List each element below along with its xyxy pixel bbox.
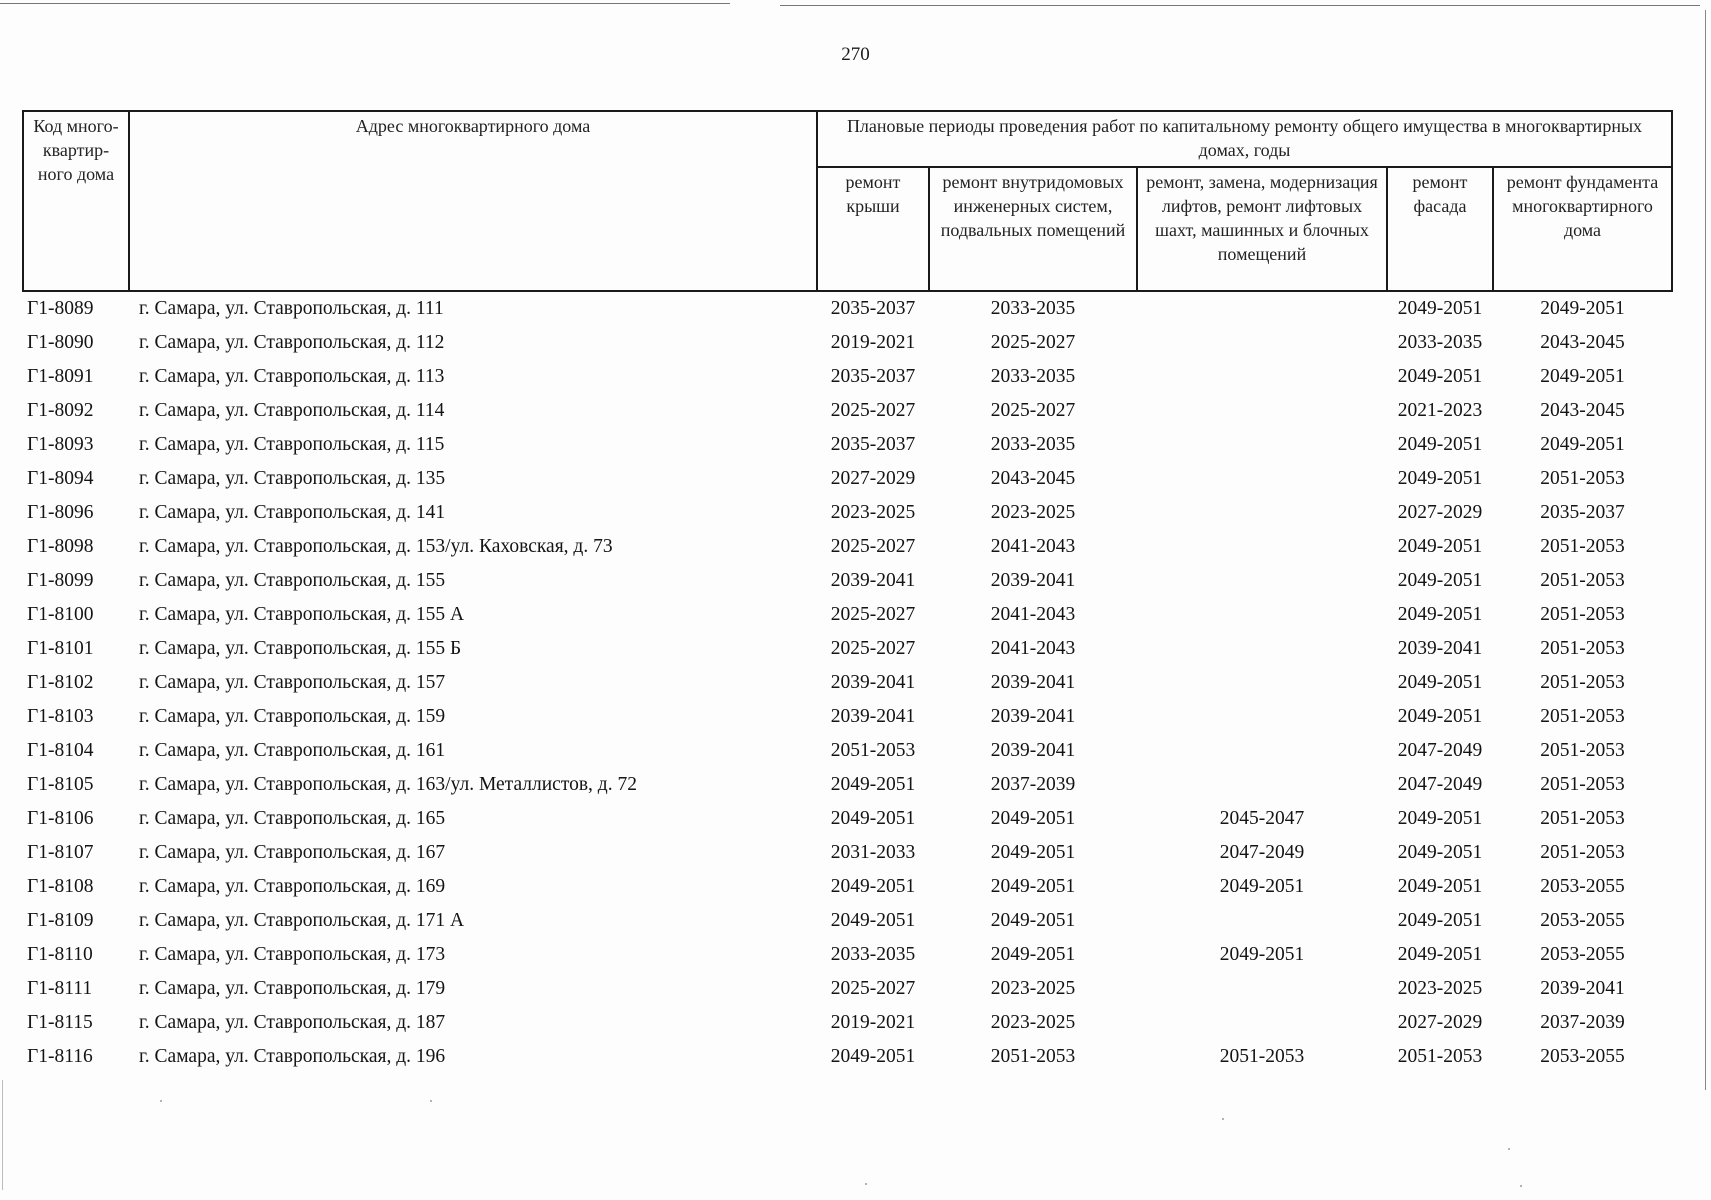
cell-address: г. Самара, ул. Ставропольская, д. 111 — [139, 298, 444, 319]
cell-foundation: 2051-2053 — [1540, 774, 1625, 795]
table-row — [23, 700, 1672, 734]
table-row — [23, 1006, 1672, 1040]
cell-systems: 2049-2051 — [990, 910, 1076, 931]
cell-code: Г1-8102 — [27, 672, 94, 693]
cell-foundation: 2051-2053 — [1540, 604, 1625, 625]
cell-roof: 2049-2051 — [830, 1046, 916, 1067]
cell-systems: 2051-2053 — [990, 1046, 1076, 1067]
cell-systems: 2041-2043 — [990, 604, 1076, 625]
cell-facade: 2049-2051 — [1397, 366, 1483, 387]
cell-address: г. Самара, ул. Ставропольская, д. 157 — [139, 672, 446, 693]
cell-lifts — [1137, 360, 1387, 394]
cell-facade: 2047-2049 — [1397, 774, 1483, 795]
cell-address: г. Самара, ул. Ставропольская, д. 141 — [139, 502, 446, 523]
cell-address: г. Самара, ул. Ставропольская, д. 155 Б — [139, 638, 462, 659]
cell-systems: 2041-2043 — [990, 536, 1076, 557]
header-facade: ремонт фасада — [1387, 167, 1493, 291]
cell-systems: 2025-2027 — [990, 400, 1076, 421]
cell-roof: 2031-2033 — [830, 842, 916, 863]
header-lifts: ремонт, замена, модернизация лифтов, ремонт лифтовых шахт, машинных и блочных помещений — [1137, 167, 1387, 291]
cell-address: г. Самара, ул. Ставропольская, д. 163/ул. Металлистов, д. 72 — [139, 774, 637, 795]
cell-systems: 2049-2051 — [990, 808, 1076, 829]
table-row — [23, 530, 1672, 564]
cell-address: г. Самара, ул. Ставропольская, д. 159 — [139, 706, 446, 727]
cell-roof: 2049-2051 — [830, 808, 916, 829]
cell-lifts — [1137, 700, 1387, 734]
cell-code: Г1-8107 — [27, 842, 94, 863]
cell-address: г. Самара, ул. Ставропольская, д. 171 А — [139, 910, 465, 931]
cell-systems: 2025-2027 — [990, 332, 1076, 353]
table-row — [23, 394, 1672, 428]
cell-roof: 2025-2027 — [830, 400, 916, 421]
table-row — [23, 1040, 1672, 1074]
scan-speck — [865, 1183, 867, 1185]
table-row — [23, 598, 1672, 632]
cell-code: Г1-8091 — [27, 366, 94, 387]
cell-systems: 2039-2041 — [990, 740, 1076, 761]
cell-address: г. Самара, ул. Ставропольская, д. 114 — [139, 400, 445, 421]
cell-facade: 2023-2025 — [1397, 978, 1483, 999]
cell-address: г. Самара, ул. Ставропольская, д. 169 — [139, 876, 446, 897]
cell-address: г. Самара, ул. Ставропольская, д. 135 — [139, 468, 446, 489]
cell-roof: 2025-2027 — [830, 604, 916, 625]
cell-address: г. Самара, ул. Ставропольская, д. 113 — [139, 366, 445, 387]
cell-facade: 2049-2051 — [1397, 876, 1483, 897]
cell-foundation: 2051-2053 — [1540, 740, 1625, 761]
table-row — [23, 768, 1672, 802]
header-periods-group: Плановые периоды проведения работ по капитальному ремонту общего имущества в многоквартирных домах, годы — [817, 111, 1672, 167]
cell-lifts — [1137, 598, 1387, 632]
top-scan-rule — [780, 5, 1700, 6]
cell-roof: 2025-2027 — [830, 638, 916, 659]
cell-facade: 2027-2029 — [1397, 502, 1483, 523]
cell-roof: 2025-2027 — [830, 536, 916, 557]
cell-roof: 2019-2021 — [830, 332, 916, 353]
cell-code: Г1-8108 — [27, 876, 94, 897]
cell-roof: 2039-2041 — [830, 570, 916, 591]
cell-lifts — [1137, 291, 1387, 326]
cell-facade: 2049-2051 — [1397, 536, 1483, 557]
cell-foundation: 2053-2055 — [1540, 910, 1625, 931]
cell-code: Г1-8096 — [27, 502, 94, 523]
cell-code: Г1-8115 — [27, 1012, 93, 1033]
cell-foundation: 2051-2053 — [1540, 536, 1625, 557]
cell-code: Г1-8101 — [27, 638, 94, 659]
top-scan-rule — [0, 3, 730, 4]
table-row — [23, 836, 1672, 870]
cell-roof: 2039-2041 — [830, 672, 916, 693]
cell-code: Г1-8093 — [27, 434, 94, 455]
header-code: Код много-квартир-ного дома — [23, 111, 129, 291]
cell-roof: 2049-2051 — [830, 910, 916, 931]
cell-facade: 2049-2051 — [1397, 434, 1483, 455]
cell-roof: 2051-2053 — [830, 740, 916, 761]
repair-schedule-table — [22, 110, 1673, 1074]
header-address: Адрес многоквартирного дома — [129, 111, 817, 291]
cell-facade: 2049-2051 — [1397, 604, 1483, 625]
cell-address: г. Самара, ул. Ставропольская, д. 167 — [139, 842, 446, 863]
cell-systems: 2049-2051 — [990, 944, 1076, 965]
cell-code: Г1-8094 — [27, 468, 94, 489]
cell-facade: 2049-2051 — [1397, 706, 1483, 727]
right-scan-edge — [1705, 10, 1706, 1090]
cell-lifts: 2045-2047 — [1219, 808, 1305, 829]
cell-address: г. Самара, ул. Ставропольская, д. 196 — [139, 1046, 446, 1067]
cell-lifts — [1137, 462, 1387, 496]
cell-facade: 2039-2041 — [1397, 638, 1483, 659]
cell-systems: 2023-2025 — [990, 1012, 1076, 1033]
cell-code: Г1-8110 — [27, 944, 93, 965]
cell-systems: 2049-2051 — [990, 842, 1076, 863]
cell-code: Г1-8104 — [27, 740, 94, 761]
cell-foundation: 2039-2041 — [1540, 978, 1625, 999]
cell-foundation: 2051-2053 — [1540, 842, 1625, 863]
cell-foundation: 2053-2055 — [1540, 876, 1625, 897]
cell-lifts — [1137, 394, 1387, 428]
table-row — [23, 428, 1672, 462]
cell-lifts — [1137, 326, 1387, 360]
cell-systems: 2039-2041 — [990, 706, 1076, 727]
table-row — [23, 972, 1672, 1006]
scan-speck — [1508, 1148, 1510, 1150]
page-number: 270 — [841, 44, 870, 65]
header-roof: ремонт крыши — [817, 167, 929, 291]
scan-speck — [430, 1100, 432, 1102]
cell-code: Г1-8092 — [27, 400, 94, 421]
table-row — [23, 870, 1672, 904]
cell-lifts — [1137, 666, 1387, 700]
table-row — [23, 632, 1672, 666]
table-row — [23, 734, 1672, 768]
cell-lifts — [1137, 1006, 1387, 1040]
header-systems: ремонт внутридомовых инженерных систем, подвальных помещений — [929, 167, 1137, 291]
cell-code: Г1-8111 — [27, 978, 93, 999]
cell-roof: 2027-2029 — [830, 468, 916, 489]
table-row — [23, 326, 1672, 360]
table-row — [23, 564, 1672, 598]
cell-facade: 2049-2051 — [1397, 672, 1483, 693]
cell-foundation: 2043-2045 — [1540, 332, 1625, 353]
cell-address: г. Самара, ул. Ставропольская, д. 155 — [139, 570, 446, 591]
cell-roof: 2039-2041 — [830, 706, 916, 727]
cell-code: Г1-8090 — [27, 332, 94, 353]
table-row — [23, 938, 1672, 972]
cell-foundation: 2035-2037 — [1540, 502, 1625, 523]
cell-code: Г1-8098 — [27, 536, 94, 557]
cell-facade: 2027-2029 — [1397, 1012, 1483, 1033]
cell-facade: 2049-2051 — [1397, 570, 1483, 591]
cell-facade: 2049-2051 — [1397, 298, 1483, 319]
cell-systems: 2023-2025 — [990, 502, 1076, 523]
cell-roof: 2023-2025 — [830, 502, 916, 523]
cell-lifts: 2049-2051 — [1219, 876, 1305, 897]
cell-roof: 2019-2021 — [830, 1012, 916, 1033]
table-body — [23, 291, 1672, 1074]
scan-speck — [1520, 1185, 1522, 1187]
cell-systems: 2023-2025 — [990, 978, 1076, 999]
cell-roof: 2035-2037 — [830, 366, 916, 387]
cell-address: г. Самара, ул. Ставропольская, д. 115 — [139, 434, 445, 455]
cell-code: Г1-8089 — [27, 298, 94, 319]
cell-code: Г1-8116 — [27, 1046, 93, 1067]
cell-roof: 2025-2027 — [830, 978, 916, 999]
cell-foundation: 2051-2053 — [1540, 808, 1625, 829]
cell-code: Г1-8100 — [27, 604, 94, 625]
cell-foundation: 2051-2053 — [1540, 672, 1625, 693]
cell-code: Г1-8109 — [27, 910, 94, 931]
cell-address: г. Самара, ул. Ставропольская, д. 165 — [139, 808, 446, 829]
cell-facade: 2049-2051 — [1397, 468, 1483, 489]
cell-systems: 2039-2041 — [990, 672, 1076, 693]
table-row — [23, 360, 1672, 394]
cell-lifts — [1137, 530, 1387, 564]
cell-foundation: 2053-2055 — [1540, 1046, 1625, 1067]
cell-code: Г1-8103 — [27, 706, 94, 727]
cell-systems: 2033-2035 — [990, 366, 1076, 387]
cell-facade: 2049-2051 — [1397, 910, 1483, 931]
cell-systems: 2041-2043 — [990, 638, 1076, 659]
cell-lifts: 2051-2053 — [1219, 1046, 1305, 1067]
cell-roof: 2035-2037 — [830, 298, 916, 319]
cell-foundation: 2037-2039 — [1540, 1012, 1625, 1033]
cell-lifts: 2049-2051 — [1219, 944, 1305, 965]
cell-systems: 2033-2035 — [990, 298, 1076, 319]
table-row — [23, 802, 1672, 836]
cell-foundation: 2049-2051 — [1540, 298, 1625, 319]
cell-systems: 2033-2035 — [990, 434, 1076, 455]
cell-facade: 2051-2053 — [1397, 1046, 1483, 1067]
cell-foundation: 2051-2053 — [1540, 706, 1625, 727]
cell-address: г. Самара, ул. Ставропольская, д. 112 — [139, 332, 445, 353]
cell-address: г. Самара, ул. Ставропольская, д. 187 — [139, 1012, 446, 1033]
cell-address: г. Самара, ул. Ставропольская, д. 161 — [139, 740, 446, 761]
cell-address: г. Самара, ул. Ставропольская, д. 173 — [139, 944, 446, 965]
table-row — [23, 462, 1672, 496]
left-scan-edge — [2, 1080, 3, 1190]
cell-lifts — [1137, 428, 1387, 462]
cell-lifts: 2047-2049 — [1219, 842, 1305, 863]
cell-facade: 2049-2051 — [1397, 944, 1483, 965]
cell-foundation: 2049-2051 — [1540, 434, 1625, 455]
cell-lifts — [1137, 564, 1387, 598]
cell-lifts — [1137, 632, 1387, 666]
table-row — [23, 666, 1672, 700]
cell-lifts — [1137, 972, 1387, 1006]
cell-foundation: 2049-2051 — [1540, 366, 1625, 387]
cell-roof: 2035-2037 — [830, 434, 916, 455]
cell-foundation: 2051-2053 — [1540, 638, 1625, 659]
cell-roof: 2049-2051 — [830, 774, 916, 795]
cell-foundation: 2043-2045 — [1540, 400, 1625, 421]
cell-code: Г1-8106 — [27, 808, 94, 829]
cell-roof: 2049-2051 — [830, 876, 916, 897]
table-row — [23, 291, 1672, 326]
cell-foundation: 2053-2055 — [1540, 944, 1625, 965]
cell-facade: 2033-2035 — [1397, 332, 1483, 353]
cell-address: г. Самара, ул. Ставропольская, д. 155 А — [139, 604, 465, 625]
cell-lifts — [1137, 904, 1387, 938]
cell-address: г. Самара, ул. Ставропольская, д. 153/ул. Каховская, д. 73 — [139, 536, 613, 557]
cell-systems: 2043-2045 — [990, 468, 1076, 489]
cell-facade: 2021-2023 — [1397, 400, 1483, 421]
header-foundation: ремонт фундамента многоквартирного дома — [1493, 167, 1672, 291]
cell-facade: 2049-2051 — [1397, 842, 1483, 863]
scan-speck — [1222, 1118, 1224, 1120]
cell-roof: 2033-2035 — [830, 944, 916, 965]
cell-systems: 2039-2041 — [990, 570, 1076, 591]
cell-foundation: 2051-2053 — [1540, 570, 1625, 591]
cell-facade: 2049-2051 — [1397, 808, 1483, 829]
cell-code: Г1-8099 — [27, 570, 94, 591]
cell-lifts — [1137, 734, 1387, 768]
cell-foundation: 2051-2053 — [1540, 468, 1625, 489]
cell-lifts — [1137, 496, 1387, 530]
cell-facade: 2047-2049 — [1397, 740, 1483, 761]
table-row — [23, 496, 1672, 530]
cell-code: Г1-8105 — [27, 774, 94, 795]
cell-systems: 2049-2051 — [990, 876, 1076, 897]
scan-speck — [160, 1100, 162, 1102]
table-row — [23, 904, 1672, 938]
cell-lifts — [1137, 768, 1387, 802]
cell-systems: 2037-2039 — [990, 774, 1076, 795]
cell-address: г. Самара, ул. Ставропольская, д. 179 — [139, 978, 446, 999]
